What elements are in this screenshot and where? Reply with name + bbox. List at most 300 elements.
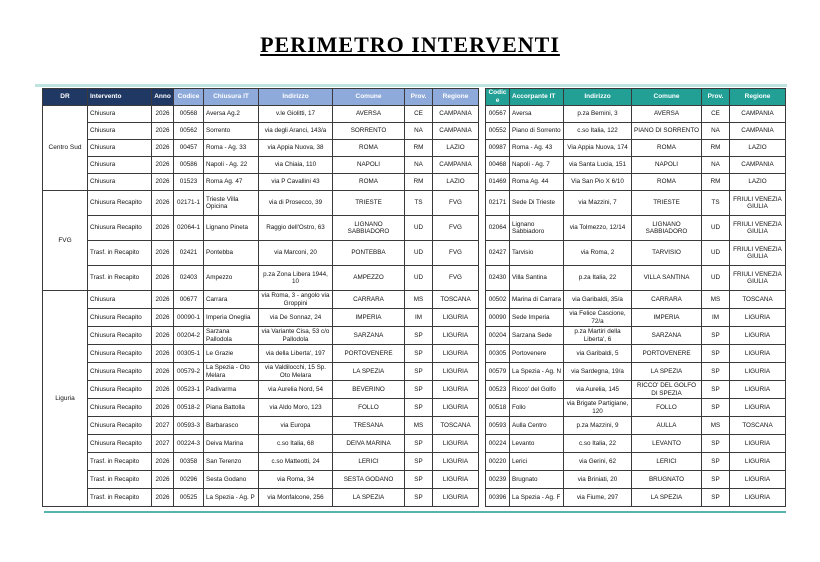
cell-codice: 02403 [174,266,204,291]
cell-comune-accorpante: CARRARA [632,291,702,309]
cell-comune: TRESANA [333,417,405,435]
cell-prov-accorpante: SP [702,363,730,381]
cell-intervento: Chiusura Recapito [88,363,152,381]
table-row [43,291,786,309]
cell-anno: 2026 [152,216,174,241]
cell-codice: 02064-1 [174,216,204,241]
cell-indirizzo-accorpante: via Gerini, 62 [564,453,632,471]
col-header-indirizzo-accorpante: Indirizzo [564,89,632,106]
cell-comune: SORRENTO [333,123,405,140]
cell-regione-accorpante: LAZIO [730,140,786,157]
cell-anno: 2026 [152,489,174,507]
cell-prov: SP [405,399,433,417]
cell-intervento: Chiusura Recapito [88,327,152,345]
cell-intervento: Chiusura Recapito [88,216,152,241]
cell-codice-accorpante: 00593 [486,417,510,435]
table-row [43,471,786,489]
table-body [43,106,786,507]
table-gap [479,489,486,507]
cell-indirizzo-accorpante: Via San Pio X 6/10 [564,174,632,191]
cell-anno: 2026 [152,157,174,174]
cell-regione: LIGURIA [433,327,479,345]
cell-codice-accorpante: 00523 [486,381,510,399]
cell-regione-accorpante: FRIULI VENEZIA GIULIA [730,216,786,241]
table-gap [479,140,486,157]
cell-prov-accorpante: UD [702,216,730,241]
cell-accorpante-it: Lerici [510,453,564,471]
cell-codice: 00296 [174,471,204,489]
cell-comune: BEVERINO [333,381,405,399]
cell-indirizzo: via Europa [259,417,333,435]
cell-prov: RM [405,140,433,157]
cell-chiusura-it: Carrara [204,291,259,309]
cell-codice-accorpante: 00396 [486,489,510,507]
cell-indirizzo-accorpante: via Aurelia, 145 [564,381,632,399]
cell-chiusura-it: Pontebba [204,241,259,266]
cell-comune: AMPEZZO [333,266,405,291]
table-gap [479,89,486,106]
cell-regione-accorpante: LIGURIA [730,309,786,327]
cell-prov-accorpante: TS [702,191,730,216]
cell-accorpante-it: Aversa [510,106,564,123]
col-header-indirizzo: Comune [333,89,405,106]
table-gap [479,174,486,191]
cell-anno: 2026 [152,381,174,399]
table-gap [479,157,486,174]
cell-prov: SP [405,327,433,345]
cell-anno: 2026 [152,241,174,266]
cell-accorpante-it: Napoli - Ag. 7 [510,157,564,174]
cell-codice: 02171-1 [174,191,204,216]
cell-regione: LIGURIA [433,363,479,381]
cell-comune: ROMA [333,140,405,157]
cell-regione: FVG [433,266,479,291]
cell-codice-accorpante: 00987 [486,140,510,157]
group-label-liguria: Liguria [43,291,88,507]
cell-regione: LIGURIA [433,309,479,327]
col-header-codice: Chiusura IT [204,89,259,106]
cell-indirizzo: via Monfalcone, 256 [259,489,333,507]
cell-regione-accorpante: LIGURIA [730,471,786,489]
cell-prov: SP [405,345,433,363]
group-label-centro-sud: Centro Sud [43,106,88,191]
cell-anno: 2026 [152,327,174,345]
cell-prov-accorpante: RM [702,174,730,191]
cell-accorpante-it: Marina di Carrara [510,291,564,309]
cell-chiusura-it: Barbarasco [204,417,259,435]
cell-regione: TOSCANA [433,417,479,435]
cell-regione: LIGURIA [433,399,479,417]
cell-codice: 02421 [174,241,204,266]
cell-codice-accorpante: 00224 [486,435,510,453]
cell-indirizzo-accorpante: via Roma, 2 [564,241,632,266]
cell-accorpante-it: Aulla Centro [510,417,564,435]
cell-codice: 00562 [174,123,204,140]
cell-chiusura-it: Roma - Ag. 33 [204,140,259,157]
cell-prov-accorpante: MS [702,417,730,435]
cell-prov: SP [405,381,433,399]
cell-anno: 2026 [152,106,174,123]
cell-indirizzo: via Roma, 34 [259,471,333,489]
cell-comune-accorpante: TARVISIO [632,241,702,266]
cell-codice-accorpante: 00239 [486,471,510,489]
cell-codice: 00457 [174,140,204,157]
table-row [43,309,786,327]
cell-indirizzo-accorpante: via Sardegna, 19/a [564,363,632,381]
cell-chiusura-it: La Spezia - Ag. P [204,489,259,507]
cell-comune: CARRARA [333,291,405,309]
cell-intervento: Chiusura [88,106,152,123]
col-header-prov-accorpante: Prov. [702,89,730,106]
cell-comune-accorpante: VILLA SANTINA [632,266,702,291]
cell-regione: FVG [433,241,479,266]
cell-comune-accorpante: TRIESTE [632,191,702,216]
cell-indirizzo: via P Cavallini 43 [259,174,333,191]
table-row [43,345,786,363]
cell-accorpante-it: Follo [510,399,564,417]
cell-intervento: Chiusura Recapito [88,417,152,435]
cell-regione: FVG [433,191,479,216]
cell-chiusura-it: La Spezia - Oto Melara [204,363,259,381]
cell-indirizzo-accorpante: p.za Bernini, 3 [564,106,632,123]
cell-indirizzo-accorpante: via Briniati, 20 [564,471,632,489]
cell-comune-accorpante: PIANO DI SORRENTO [632,123,702,140]
cell-indirizzo: via Marconi, 20 [259,241,333,266]
cell-prov-accorpante: UD [702,266,730,291]
cell-accorpante-it: Ricco' del Golfo [510,381,564,399]
cell-intervento: Chiusura [88,140,152,157]
cell-comune: LA SPEZIA [333,363,405,381]
cell-indirizzo-accorpante: Via Appia Nuova, 174 [564,140,632,157]
cell-indirizzo-accorpante: via Garibaldi, 35/a [564,291,632,309]
table-row [43,381,786,399]
cell-regione-accorpante: LAZIO [730,174,786,191]
cell-anno: 2026 [152,453,174,471]
cell-regione: LIGURIA [433,453,479,471]
cell-intervento: Trasf. in Recapito [88,266,152,291]
cell-prov-accorpante: CE [702,106,730,123]
cell-intervento: Chiusura [88,123,152,140]
cell-indirizzo-accorpante: via Felice Cascione, 72/a [564,309,632,327]
cell-anno: 2026 [152,399,174,417]
cell-comune-accorpante: RICCO' DEL GOLFO DI SPEZIA [632,381,702,399]
cell-prov-accorpante: SP [702,453,730,471]
table-row [43,174,786,191]
cell-comune: AVERSA [333,106,405,123]
cell-anno: 2026 [152,345,174,363]
cell-comune-accorpante: AULLA [632,417,702,435]
table-gap [479,471,486,489]
cell-intervento: Trasf. in Recapito [88,241,152,266]
cell-accorpante-it: Villa Santina [510,266,564,291]
cell-prov-accorpante: NA [702,157,730,174]
cell-regione: LIGURIA [433,381,479,399]
cell-codice-accorpante: 00220 [486,453,510,471]
cell-comune: DEIVA MARINA [333,435,405,453]
cell-indirizzo: via della Liberta', 197 [259,345,333,363]
cell-anno: 2027 [152,435,174,453]
cell-regione: FVG [433,216,479,241]
cell-accorpante-it: Levanto [510,435,564,453]
cell-codice: 00305-1 [174,345,204,363]
cell-accorpante-it: Sarzana Sede [510,327,564,345]
table-gap [479,266,486,291]
cell-codice: 00525 [174,489,204,507]
table-gap [479,381,486,399]
cell-regione-accorpante: LIGURIA [730,435,786,453]
col-header-dr: DR [43,89,88,106]
cell-regione-accorpante: FRIULI VENEZIA GIULIA [730,241,786,266]
cell-comune-accorpante: ROMA [632,174,702,191]
cell-codice: 00593-3 [174,417,204,435]
col-header-prov: Regione [433,89,479,106]
cell-codice-accorpante: 00204 [486,327,510,345]
cell-accorpante-it: Roma - Ag. 43 [510,140,564,157]
table-row [43,157,786,174]
cell-regione: CAMPANIA [433,123,479,140]
cell-indirizzo: via degli Aranci, 143/a [259,123,333,140]
cell-prov: UD [405,266,433,291]
header-row [43,89,786,106]
col-header-anno: Anno [152,89,174,106]
cell-codice-accorpante: 02430 [486,266,510,291]
cell-comune-accorpante: AVERSA [632,106,702,123]
cell-prov: CE [405,106,433,123]
cell-prov: MS [405,417,433,435]
table-row [43,327,786,345]
table-row [43,216,786,241]
cell-chiusura-it: Napoli - Ag. 22 [204,157,259,174]
cell-prov-accorpante: SP [702,471,730,489]
cell-codice: 00204-2 [174,327,204,345]
cell-intervento: Trasf. in Recapito [88,471,152,489]
cell-regione-accorpante: TOSCANA [730,291,786,309]
cell-chiusura-it: Imperia Oneglia [204,309,259,327]
cell-indirizzo: p.za Zona Libera 1944, 10 [259,266,333,291]
cell-prov: UD [405,216,433,241]
table-gap [479,345,486,363]
cell-prov-accorpante: SP [702,489,730,507]
cell-chiusura-it: Lignano Pineta [204,216,259,241]
cell-comune-accorpante: LA SPEZIA [632,489,702,507]
cell-prov-accorpante: RM [702,140,730,157]
cell-intervento: Chiusura Recapito [88,435,152,453]
cell-codice-accorpante: 00468 [486,157,510,174]
table-gap [479,327,486,345]
cell-intervento: Trasf. in Recapito [88,489,152,507]
cell-regione-accorpante: FRIULI VENEZIA GIULIA [730,191,786,216]
cell-chiusura-it: Roma Ag. 47 [204,174,259,191]
cell-prov-accorpante: SP [702,345,730,363]
cell-anno: 2026 [152,471,174,489]
table-gap [479,363,486,381]
cell-regione: CAMPANIA [433,157,479,174]
cell-regione-accorpante: LIGURIA [730,363,786,381]
cell-codice-accorpante: 00567 [486,106,510,123]
cell-regione: LIGURIA [433,435,479,453]
cell-codice-accorpante: 00552 [486,123,510,140]
cell-chiusura-it: Piana Battolla [204,399,259,417]
cell-prov-accorpante: SP [702,399,730,417]
table-row [43,191,786,216]
cell-indirizzo: via di Prosecco, 39 [259,191,333,216]
col-header-codice-accorpante: Codice [486,89,510,106]
cell-chiusura-it: Sarzana Pallodola [204,327,259,345]
cell-accorpante-it: Piano di Sorrento [510,123,564,140]
cell-comune: ROMA [333,174,405,191]
cell-intervento: Chiusura [88,291,152,309]
table-gap [479,399,486,417]
cell-regione: TOSCANA [433,291,479,309]
cell-codice: 00224-3 [174,435,204,453]
cell-regione-accorpante: LIGURIA [730,399,786,417]
cell-accorpante-it: Lignano Sabbiadoro [510,216,564,241]
col-header-regione-accorpante: Regione [730,89,786,106]
cell-prov-accorpante: SP [702,327,730,345]
cell-comune: FOLLO [333,399,405,417]
cell-intervento: Chiusura [88,157,152,174]
cell-indirizzo: c.so Italia, 68 [259,435,333,453]
cell-regione-accorpante: LIGURIA [730,381,786,399]
cell-anno: 2026 [152,291,174,309]
table-row [43,363,786,381]
cell-comune-accorpante: NAPOLI [632,157,702,174]
cell-indirizzo: c.so Matteotti, 24 [259,453,333,471]
cell-comune: IMPERIA [333,309,405,327]
cell-prov: UD [405,241,433,266]
cell-comune: NAPOLI [333,157,405,174]
cell-regione: LIGURIA [433,489,479,507]
cell-prov: NA [405,123,433,140]
cell-chiusura-it: Padivarma [204,381,259,399]
cell-indirizzo: via Appia Nuova, 38 [259,140,333,157]
cell-codice-accorpante: 00090 [486,309,510,327]
cell-regione-accorpante: FRIULI VENEZIA GIULIA [730,266,786,291]
cell-regione-accorpante: CAMPANIA [730,123,786,140]
cell-accorpante-it: Sede Di Trieste [510,191,564,216]
cell-regione-accorpante: CAMPANIA [730,157,786,174]
cell-prov: SP [405,489,433,507]
table-gap [479,123,486,140]
cell-prov-accorpante: IM [702,309,730,327]
cell-codice: 00586 [174,157,204,174]
col-header-comune-accorpante: Comune [632,89,702,106]
cell-regione-accorpante: LIGURIA [730,345,786,363]
cell-intervento: Chiusura Recapito [88,399,152,417]
cell-accorpante-it: Sede Imperia [510,309,564,327]
cell-codice: 00518-2 [174,399,204,417]
cell-regione-accorpante: TOSCANA [730,417,786,435]
cell-prov: SP [405,453,433,471]
cell-accorpante-it: La Spezia - Ag. F [510,489,564,507]
cell-comune-accorpante: ROMA [632,140,702,157]
cell-regione: LAZIO [433,174,479,191]
cell-chiusura-it: San Terenzo [204,453,259,471]
cell-chiusura-it: Aversa Ag.2 [204,106,259,123]
cell-prov-accorpante: SP [702,435,730,453]
cell-comune: LERICI [333,453,405,471]
cell-codice: 00579-2 [174,363,204,381]
cell-anno: 2026 [152,363,174,381]
col-header-anno: Codice [174,89,204,106]
cell-indirizzo-accorpante: via Mazzini, 7 [564,191,632,216]
table-row [43,399,786,417]
cell-prov: RM [405,174,433,191]
cell-codice-accorpante: 00502 [486,291,510,309]
table-gap [479,216,486,241]
top-divider [35,84,787,87]
cell-prov: TS [405,191,433,216]
cell-regione-accorpante: CAMPANIA [730,106,786,123]
cell-regione: LIGURIA [433,345,479,363]
cell-anno: 2026 [152,191,174,216]
col-header-accorpante-it: Accorpante IT [510,89,564,106]
col-header-comune: Prov. [405,89,433,106]
cell-chiusura-it: Le Grazie [204,345,259,363]
cell-indirizzo: v.le Giolitti, 17 [259,106,333,123]
table-row [43,241,786,266]
cell-indirizzo: via Variante Cisa, 53 c/o Pallodola [259,327,333,345]
cell-codice-accorpante: 02064 [486,216,510,241]
cell-comune: LA SPEZIA [333,489,405,507]
cell-anno: 2026 [152,266,174,291]
cell-prov-accorpante: NA [702,123,730,140]
cell-indirizzo-accorpante: p.za Mazzini, 9 [564,417,632,435]
table-row [43,435,786,453]
cell-prov: NA [405,157,433,174]
cell-anno: 2026 [152,140,174,157]
cell-comune-accorpante: LEVANTO [632,435,702,453]
cell-regione: LAZIO [433,140,479,157]
cell-comune: SARZANA [333,327,405,345]
cell-accorpante-it: Portovenere [510,345,564,363]
cell-chiusura-it: Ampezzo [204,266,259,291]
cell-comune: PORTOVENERE [333,345,405,363]
cell-regione: LIGURIA [433,471,479,489]
cell-prov: SP [405,471,433,489]
cell-codice-accorpante: 00579 [486,363,510,381]
cell-comune-accorpante: FOLLO [632,399,702,417]
cell-indirizzo-accorpante: c.so Italia, 22 [564,435,632,453]
cell-indirizzo: Raggio dell'Ostro, 63 [259,216,333,241]
cell-chiusura-it: Deiva Marina [204,435,259,453]
cell-codice-accorpante: 00518 [486,399,510,417]
table-gap [479,309,486,327]
cell-prov-accorpante: MS [702,291,730,309]
cell-comune-accorpante: PORTOVENERE [632,345,702,363]
cell-indirizzo-accorpante: via Garibaldi, 5 [564,345,632,363]
cell-intervento: Chiusura [88,174,152,191]
cell-comune: SESTA GODANO [333,471,405,489]
cell-indirizzo-accorpante: via Tolmezzo, 12/14 [564,216,632,241]
cell-indirizzo: via Aurelia Nord, 54 [259,381,333,399]
cell-codice: 01523 [174,174,204,191]
cell-comune-accorpante: BRUGNATO [632,471,702,489]
cell-intervento: Trasf. in Recapito [88,453,152,471]
cell-chiusura-it: Sorrento [204,123,259,140]
cell-codice: 00523-1 [174,381,204,399]
table-row [43,123,786,140]
interventi-table [42,88,786,507]
cell-prov-accorpante: UD [702,241,730,266]
cell-indirizzo: via Roma, 3 - angolo via Groppini [259,291,333,309]
col-header-chiusura-it: Indirizzo [259,89,333,106]
cell-prov: SP [405,435,433,453]
cell-regione-accorpante: LIGURIA [730,489,786,507]
cell-prov-accorpante: SP [702,381,730,399]
cell-indirizzo-accorpante: via Brigate Partigiane, 120 [564,399,632,417]
cell-prov: IM [405,309,433,327]
